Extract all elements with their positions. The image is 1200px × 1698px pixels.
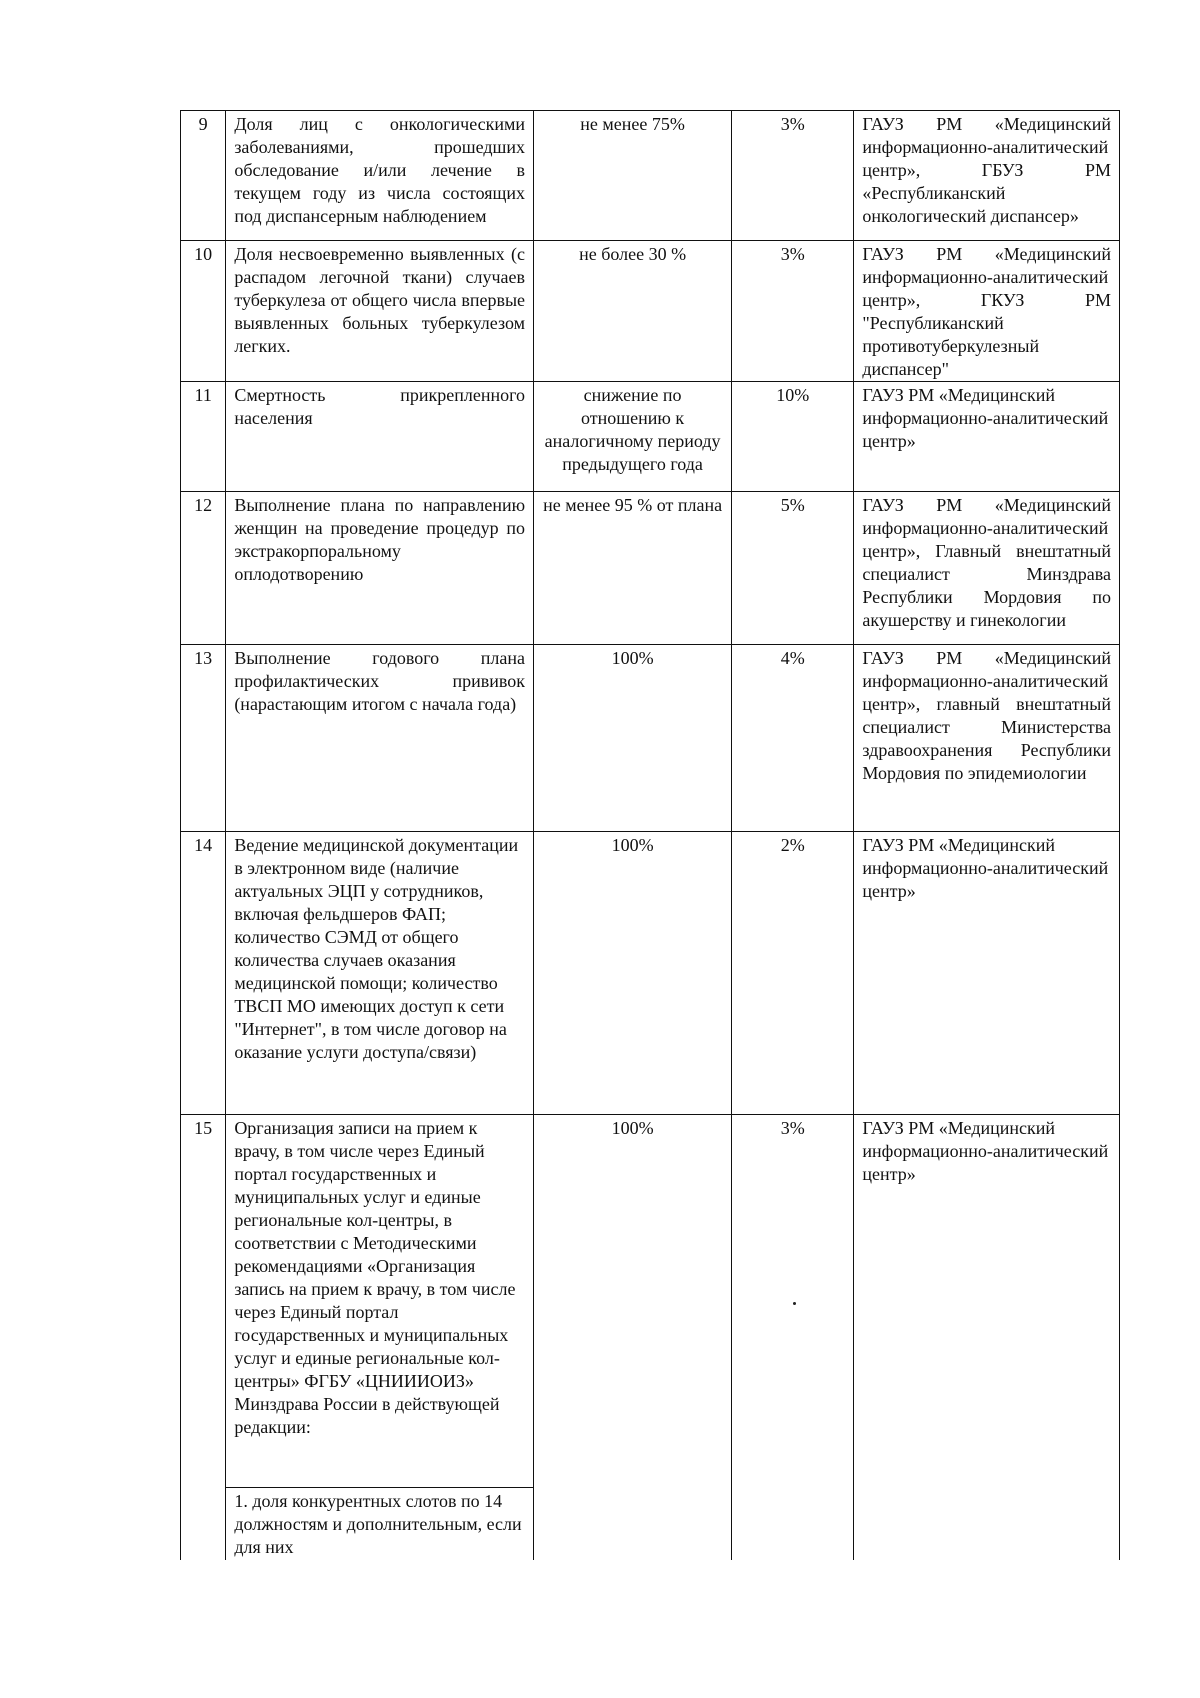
indicator-cell: Выполнение плана по направлению женщин на проведение процедур по экстракорпоральному оплодотворению bbox=[226, 492, 534, 645]
table-row bbox=[181, 832, 1120, 1115]
source-cell: ГАУЗ РМ «Медицинский информационно-аналитический центр», Главный внештатный специалист Минздрава Республики Мордовия по акушерству и гинекологии bbox=[854, 492, 1120, 645]
indicator-cell: Смертность прикрепленного населения bbox=[226, 382, 534, 492]
indicator-cell: Доля лиц с онкологическими заболеваниями, прошедших обследование и/или лечение в текущем году из числа состоящих под диспансерным наблюдением bbox=[226, 111, 534, 241]
table-row bbox=[181, 111, 1120, 241]
weight-cell: 3% bbox=[732, 241, 854, 382]
target-value-cell: 100% bbox=[534, 832, 732, 1115]
row-number: 14 bbox=[181, 832, 226, 1115]
row-number: 12 bbox=[181, 492, 226, 645]
weight-cell: 3% bbox=[732, 1115, 854, 1560]
target-value-cell: не более 30 % bbox=[534, 241, 732, 382]
row-number: 11 bbox=[181, 382, 226, 492]
table-row bbox=[181, 382, 1120, 492]
weight-cell: 3% bbox=[732, 111, 854, 241]
target-value-cell: не менее 75% bbox=[534, 111, 732, 241]
source-cell: ГАУЗ РМ «Медицинский информационно-аналитический центр», главный внештатный специалист Министерства здравоохранения Республики Мордовия по эпидемиологии bbox=[854, 645, 1120, 832]
row-number: 13 bbox=[181, 645, 226, 832]
table-row bbox=[181, 241, 1120, 382]
target-value-cell: 100% bbox=[534, 645, 732, 832]
source-cell: ГАУЗ РМ «Медицинский информационно-аналитический центр», ГКУЗ РМ "Республиканский противотуберкулезный диспансер" bbox=[854, 241, 1120, 382]
indicator-cell bbox=[226, 1115, 534, 1560]
weight-cell: 5% bbox=[732, 492, 854, 645]
indicator-cell: Выполнение годового плана профилактических прививок (нарастающим итогом с начала года) bbox=[226, 645, 534, 832]
indicator-main-text: Организация записи на прием к врачу, в том числе через Единый портал государственных и муниципальных услуг и единые региональные кол-центры, в соответствии с Методическими рекомендациями «Организация запись на прием к врачу, в том числе через Единый портал государственных и муниципальных услуг и единые региональные кол-центры» ФГБУ «ЦНИИИОИЗ» Минздрава России в действующей редакции: bbox=[226, 1115, 533, 1488]
row-number: 10 bbox=[181, 241, 226, 382]
scan-dot bbox=[793, 1302, 796, 1305]
target-value-cell: не менее 95 % от плана bbox=[534, 492, 732, 645]
indicator-cell: Доля несвоевременно выявленных (с распадом легочной ткани) случаев туберкулеза от общего числа впервые выявленных больных туберкулезом легких. bbox=[226, 241, 534, 382]
source-cell: ГАУЗ РМ «Медицинский информационно-аналитический центр» bbox=[854, 1115, 1120, 1560]
row-number: 9 bbox=[181, 111, 226, 241]
table-row bbox=[181, 645, 1120, 832]
target-value-cell: снижение по отношению к аналогичному периоду предыдущего года bbox=[534, 382, 732, 492]
weight-cell: 4% bbox=[732, 645, 854, 832]
table-row bbox=[181, 492, 1120, 645]
weight-cell: 10% bbox=[732, 382, 854, 492]
target-value-cell: 100% bbox=[534, 1115, 732, 1560]
source-cell: ГАУЗ РМ «Медицинский информационно-аналитический центр» bbox=[854, 382, 1120, 492]
weight-cell: 2% bbox=[732, 832, 854, 1115]
indicators-table bbox=[180, 110, 1120, 1560]
row-number: 15 bbox=[181, 1115, 226, 1560]
source-cell: ГАУЗ РМ «Медицинский информационно-аналитический центр», ГБУЗ РМ «Республиканский онкологический диспансер» bbox=[854, 111, 1120, 241]
table-row bbox=[181, 1115, 1120, 1560]
indicator-cell: Ведение медицинской документации в электронном виде (наличие актуальных ЭЦП у сотрудников, включая фельдшеров ФАП; количество СЭМД от общего количества случаев оказания медицинской помощи; количество ТВСП МО имеющих доступ к сети "Интернет", в том числе договор на оказание услуги доступа/связи) bbox=[226, 832, 534, 1115]
source-cell: ГАУЗ РМ «Медицинский информационно-аналитический центр» bbox=[854, 832, 1120, 1115]
indicator-sub-text: 1. доля конкурентных слотов по 14 должностям и дополнительным, если для них bbox=[234, 1491, 522, 1557]
